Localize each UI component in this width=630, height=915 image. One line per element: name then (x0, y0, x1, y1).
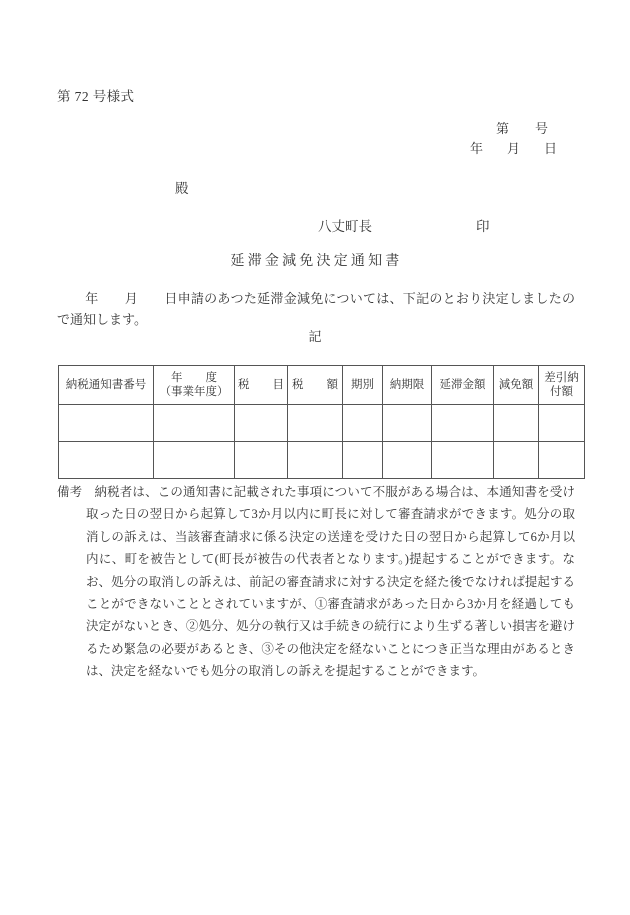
remarks-text: 納税者は、この通知書に記載された事項について不服がある場合は、本通知書を受け取った日の翌日から起算して3か月以内に町長に対して審査請求ができます。処分の取消しの訴えは、当該審査請求に係る決定の送達を受けた日の翌日から起算して6か月以内に、町を被告として(町長が被告の代表者となります。)提起することができます。なお、処分の取消しの訴えは、前記の審査請求に対する決定を経た後でなければ提起することができないこととされていますが、①審査請求があった日から3か月を経過しても決定がないとき、②処分、処分の執行又は手続きの続行により生ずる著しい損害を避けるため緊急の必要があるとき、③その他決定を経ないことにつき正当な理由があるときは、決定を経ないでも処分の取消しの訴えを提起することができます。 (86, 485, 575, 679)
cell-delinquency-amount[interactable] (432, 405, 494, 442)
document-date-year: 年 (470, 141, 484, 156)
col-header-due-date: 納期限 (383, 366, 432, 405)
cell-net-payment[interactable] (539, 442, 585, 479)
detail-table-wrapper (58, 365, 579, 479)
cell-tax-item[interactable] (235, 405, 288, 442)
document-number-prefix: 第 (496, 121, 510, 136)
body-date-year: 年 (85, 291, 99, 306)
document-number-line (470, 119, 557, 139)
seal-mark: 印 (476, 219, 490, 234)
body-text: 申請のあつた延滞金減免については、下記のとおり決定しましたので通知します。 (57, 291, 575, 327)
col-header-reduction-amount: 減免額 (494, 366, 539, 405)
cell-fiscal-year[interactable] (154, 405, 235, 442)
cell-installment[interactable] (343, 405, 383, 442)
document-number-suffix: 号 (535, 121, 549, 136)
cell-installment[interactable] (343, 442, 383, 479)
document-meta-block (470, 119, 557, 159)
ki-marker: 記 (308, 329, 322, 344)
body-date-month: 月 (124, 291, 139, 306)
cell-due-date[interactable] (383, 442, 432, 479)
cell-tax-amount[interactable] (288, 405, 343, 442)
col-header-fiscal-year: 年 度 （事業年度） (154, 366, 235, 405)
table-header-row (59, 366, 585, 405)
table-row (59, 442, 585, 479)
document-date-day: 日 (544, 141, 558, 156)
cell-notice-number[interactable] (59, 405, 154, 442)
col-header-delinquency-amount: 延滞金額 (432, 366, 494, 405)
detail-table (58, 365, 585, 479)
page-title: 延滞金減免決定通知書 (230, 254, 403, 269)
document-date-month: 月 (507, 141, 521, 156)
col-header-net-payment: 差引納 付額 (539, 366, 585, 405)
col-header-installment: 期別 (343, 366, 383, 405)
cell-delinquency-amount[interactable] (432, 442, 494, 479)
cell-notice-number[interactable] (59, 442, 154, 479)
table-row (59, 405, 585, 442)
body-date-day: 日 (164, 291, 178, 306)
cell-tax-amount[interactable] (288, 442, 343, 479)
col-header-tax-item: 税 目 (235, 366, 288, 405)
col-header-notice-number: 納税通知書番号 (59, 366, 154, 405)
issuer-line (318, 215, 490, 235)
addressee-suffix: 殿 (175, 181, 189, 196)
col-header-tax-amount: 税 額 (288, 366, 343, 405)
cell-tax-item[interactable] (235, 442, 288, 479)
cell-due-date[interactable] (383, 405, 432, 442)
body-paragraph (57, 288, 575, 330)
cell-reduction-amount[interactable] (494, 442, 539, 479)
remarks-section (57, 481, 575, 683)
document-date-line (470, 139, 557, 159)
cell-net-payment[interactable] (539, 405, 585, 442)
remarks-label: 備考 (57, 485, 83, 499)
cell-reduction-amount[interactable] (494, 405, 539, 442)
issuer-name: 八丈町長 (318, 219, 372, 234)
cell-fiscal-year[interactable] (154, 442, 235, 479)
form-number: 第 72 号様式 (57, 89, 135, 104)
